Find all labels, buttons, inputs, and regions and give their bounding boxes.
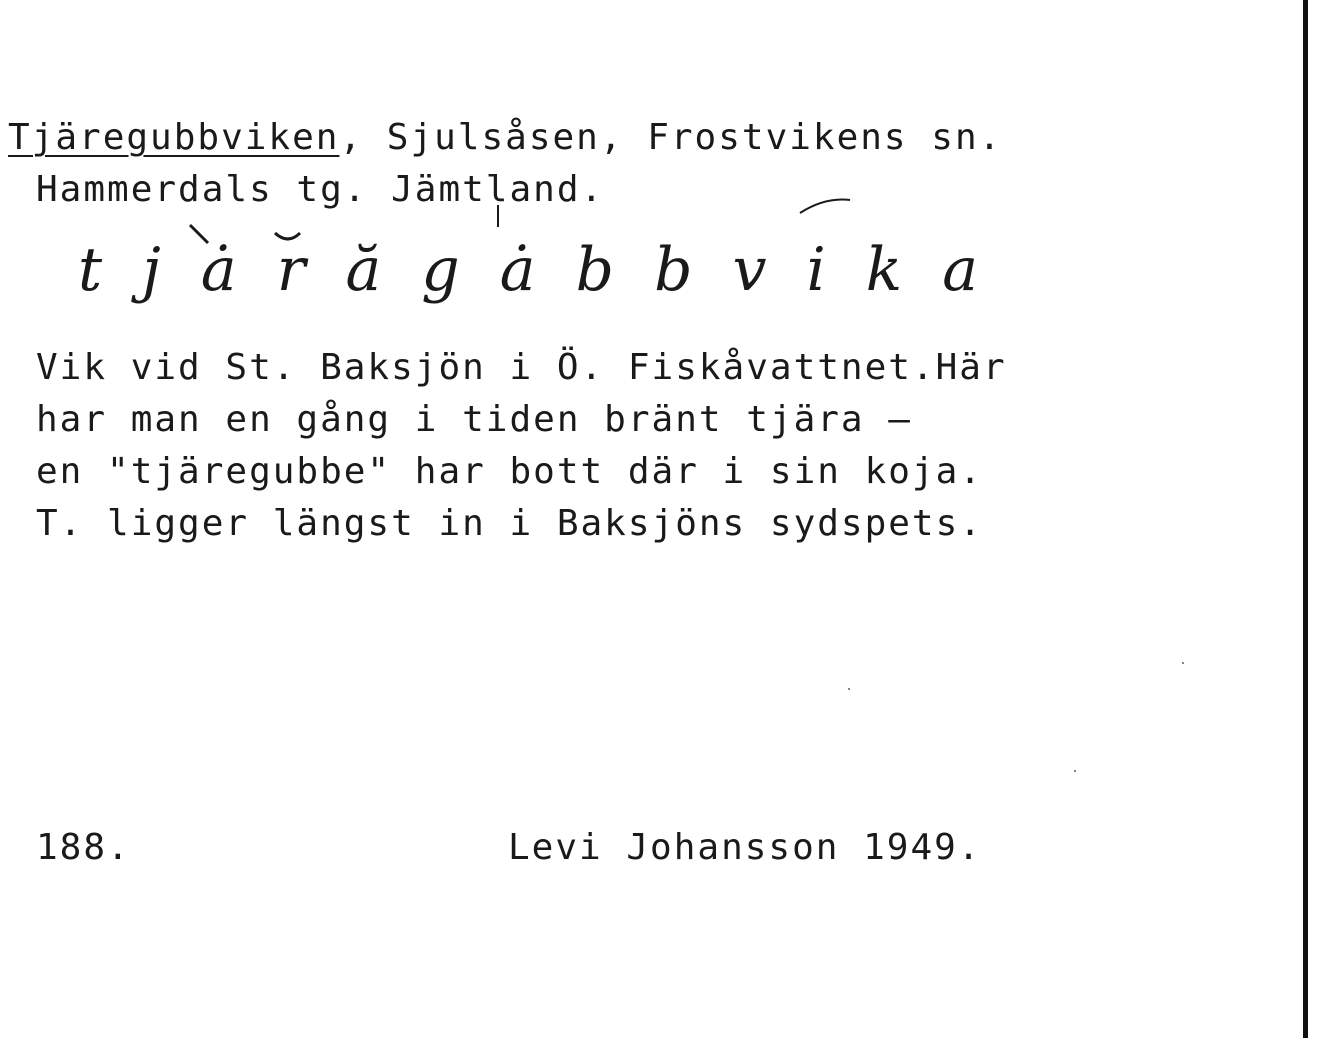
card-edge — [1303, 0, 1308, 1038]
body-line-1: Vik vid St. Baksjön i Ö. Fiskåvattnet.Här — [36, 347, 1007, 388]
place-name: Tjäregubbviken — [8, 117, 340, 158]
author-year: Levi Johansson 1949. — [508, 827, 982, 868]
phonetic-text: tjȧrăgȧbbvika — [78, 235, 978, 305]
scan-speck — [1074, 770, 1076, 772]
phonetic-transcription — [60, 185, 1020, 335]
body-line-3: en "tjäregubbe" har bott där i sin koja. — [36, 451, 983, 492]
district-line: Hammerdals tg. Jämtland. — [36, 169, 605, 210]
body-line-4: T. ligger längst in i Baksjöns sydspets. — [36, 503, 983, 544]
scan-speck — [1182, 662, 1184, 664]
body-line-2: har man en gång i tiden bränt tjära – — [36, 399, 912, 440]
place-location: , Sjulsåsen, Frostvikens sn. — [339, 117, 1003, 158]
card-number: 188. — [36, 827, 131, 868]
scan-speck — [848, 688, 850, 690]
heading-line — [8, 117, 1003, 158]
